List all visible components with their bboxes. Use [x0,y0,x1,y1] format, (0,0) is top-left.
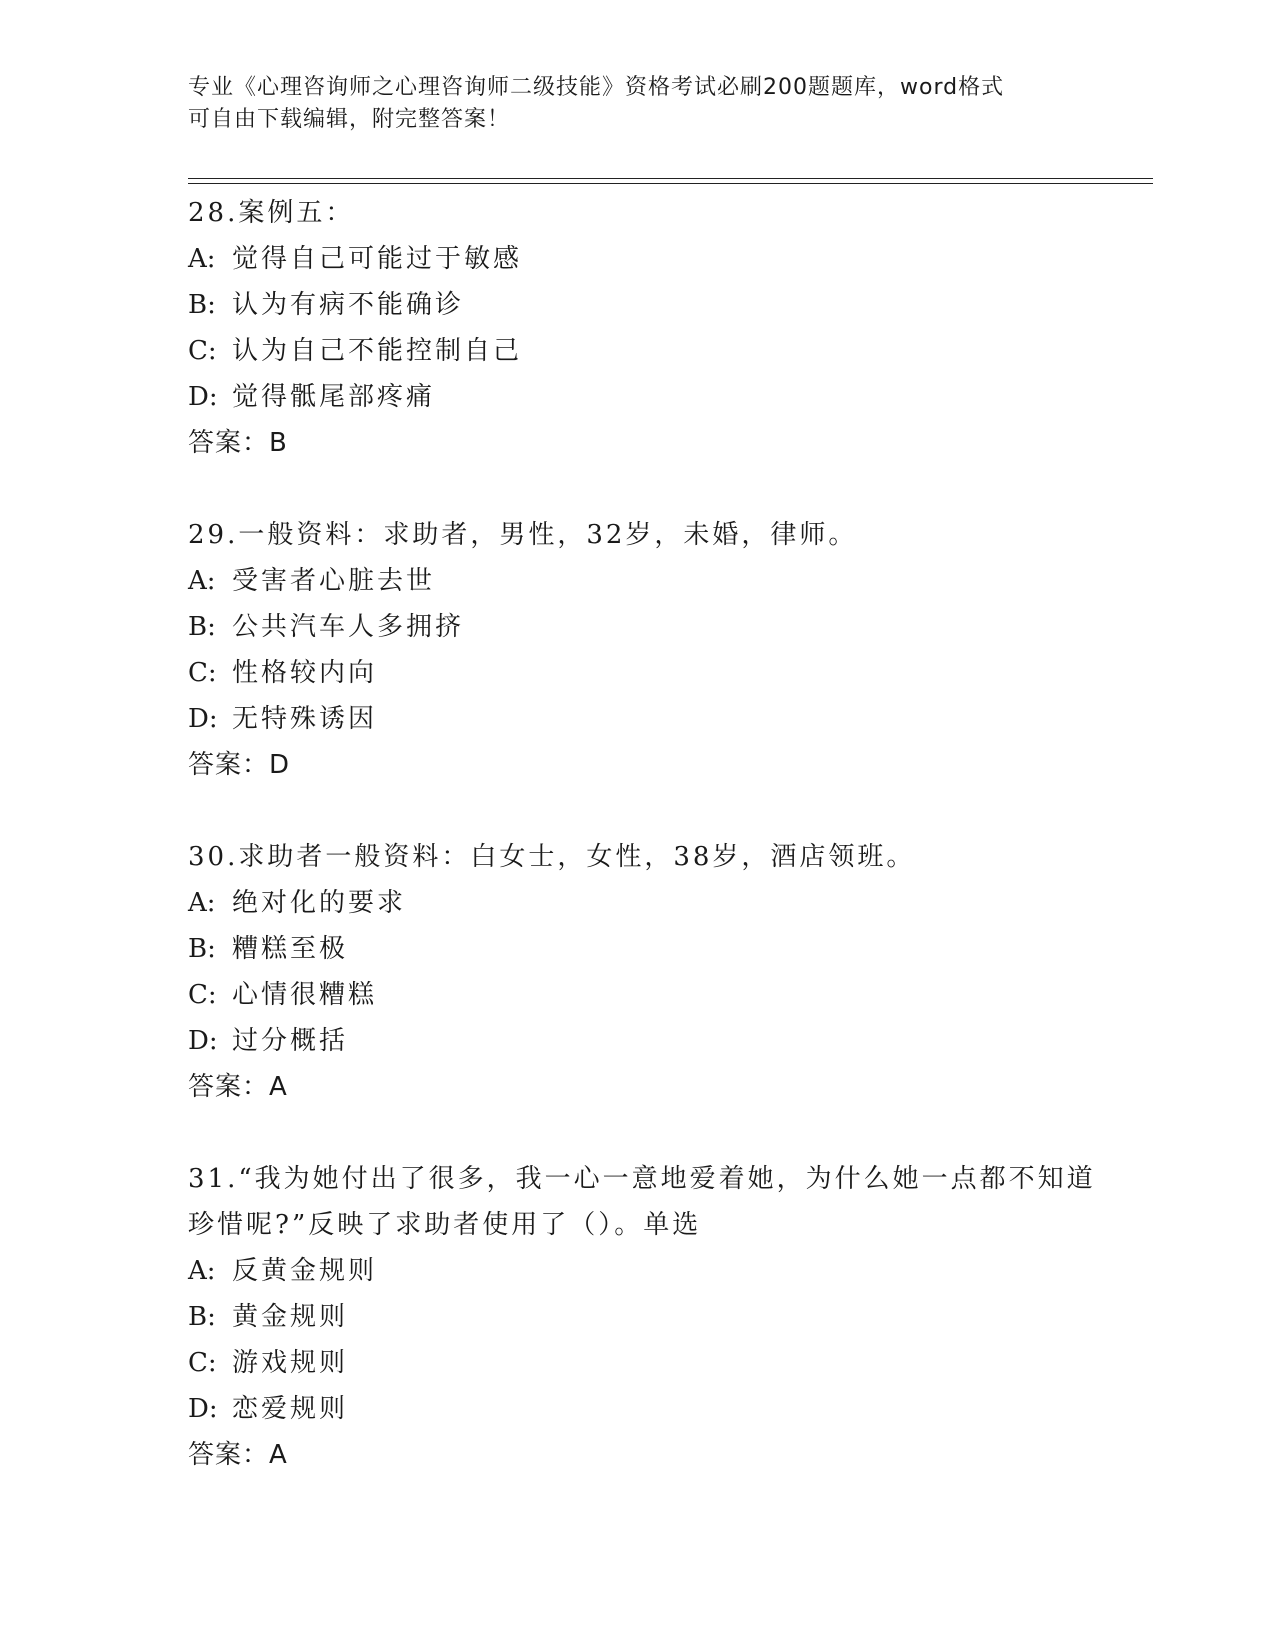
option-letter: C: [188,336,217,366]
option-b [188,604,1148,650]
option-text: 过分概括 [232,1026,349,1056]
option-letter: D: [188,704,218,734]
option-a [188,880,1148,926]
document-header [188,72,1068,136]
option-letter: D: [188,1394,218,1424]
option-text: 游戏规则 [232,1348,349,1378]
option-letter: C: [188,980,217,1010]
option-text: 觉得骶尾部疼痛 [232,382,436,412]
option-text: 绝对化的要求 [232,888,407,918]
option-letter: A: [188,1256,216,1286]
option-text: 反黄金规则 [232,1256,378,1286]
option-text: 黄金规则 [232,1302,349,1332]
option-c [188,650,1148,696]
question-stem: 31.“我为她付出了很多，我一心一意地爱着她，为什么她一点都不知道珍惜呢?”反映了求助者使用了（）。单选 [188,1164,1096,1240]
option-text: 无特殊诱因 [232,704,378,734]
header-divider-bottom [188,183,1153,184]
option-a [188,236,1148,282]
option-d [188,696,1148,742]
option-b [188,282,1148,328]
answer-line: 答案：A [188,1440,288,1470]
question-29 [188,512,1148,788]
option-letter: D: [188,382,218,412]
header-title-line-1: 专业《心理咨询师之心理咨询师二级技能》资格考试必刷200题题库，word格式 [188,75,1005,100]
question-30 [188,834,1148,1110]
answer-line: 答案：A [188,1072,288,1102]
option-d [188,1018,1148,1064]
question-28 [188,190,1148,466]
option-letter: C: [188,658,217,688]
option-letter: D: [188,1026,218,1056]
option-c [188,328,1148,374]
question-31 [188,1156,1148,1478]
option-text: 性格较内向 [232,658,378,688]
option-a [188,558,1148,604]
answer-line: 答案：B [188,428,288,458]
option-letter: A: [188,566,216,596]
option-text: 认为自己不能控制自己 [232,336,523,366]
header-title-line-2: 可自由下载编辑，附完整答案！ [188,107,511,132]
option-b [188,1294,1148,1340]
option-letter: B: [188,612,216,642]
option-letter: B: [188,1302,216,1332]
option-a [188,1248,1148,1294]
option-letter: A: [188,244,216,274]
question-list [188,190,1148,1524]
option-text: 糟糕至极 [232,934,349,964]
question-stem: 28.案例五： [188,198,355,228]
question-stem: 29.一般资料：求助者，男性，32岁，未婚，律师。 [188,520,858,550]
option-d [188,1386,1148,1432]
question-stem: 30.求助者一般资料：白女士，女性，38岁，酒店领班。 [188,842,916,872]
option-d [188,374,1148,420]
option-text: 恋爱规则 [232,1394,349,1424]
option-text: 认为有病不能确诊 [232,290,465,320]
option-letter: B: [188,290,216,320]
option-text: 受害者心脏去世 [232,566,436,596]
option-text: 公共汽车人多拥挤 [232,612,465,642]
option-text: 心情很糟糕 [232,980,378,1010]
option-c [188,972,1148,1018]
header-divider-top [188,178,1153,179]
option-letter: C: [188,1348,217,1378]
option-text: 觉得自己可能过于敏感 [232,244,523,274]
answer-line: 答案：D [188,750,291,780]
option-b [188,926,1148,972]
option-letter: A: [188,888,216,918]
option-c [188,1340,1148,1386]
option-letter: B: [188,934,216,964]
